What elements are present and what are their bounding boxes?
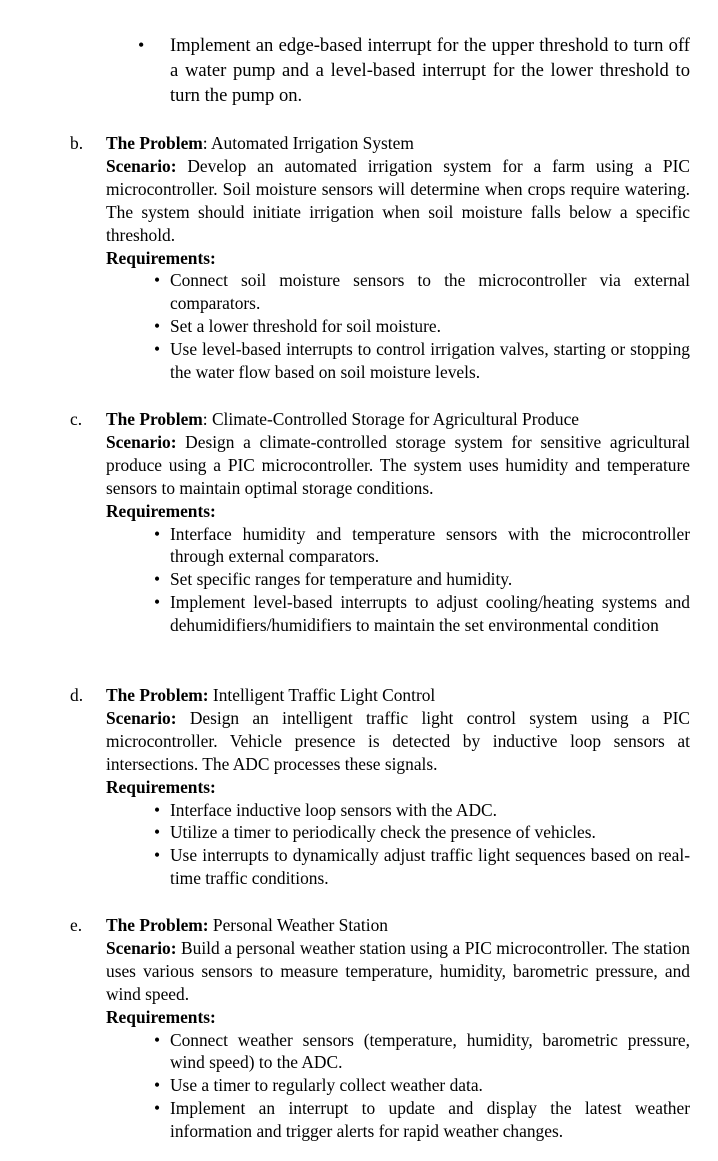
requirement-item: • Set a lower threshold for soil moisture. xyxy=(154,316,441,337)
intro-bullet-item xyxy=(138,33,690,108)
requirement-item: • Interface inductive loop sensors with the ADC. xyxy=(154,799,497,820)
intro-bullet-text: Implement an edge-based interrupt for the upper threshold to turn off a water pump and a level-based interrupt for the lower threshold to turn the pump on. xyxy=(170,35,690,106)
scenario-text: Develop an automated irrigation system for a farm using a PIC microcontroller. Soil moisture sensors will determine when crops require watering. The system should initiate irrigation when soil moisture falls below a specific threshold. xyxy=(106,155,690,245)
problem-label: The Problem: xyxy=(106,685,209,705)
scenario-label: Scenario: xyxy=(106,937,177,958)
requirement-item: • Interface humidity and temperature sensors with the microcontroller through external comparators. xyxy=(154,523,690,567)
problem-e xyxy=(70,914,690,1143)
requirement-item: • Utilize a timer to periodically check the presence of vehicles. xyxy=(154,822,596,843)
requirement-item: • Connect weather sensors (temperature, humidity, barometric pressure, wind speed) to the ADC. xyxy=(154,1029,690,1073)
bullet-icon: • xyxy=(154,799,161,820)
problem-label: The Problem: xyxy=(106,915,209,935)
problem-letter: d. xyxy=(70,685,84,705)
bullet-icon: • xyxy=(154,316,161,337)
problem-title: Intelligent Traffic Light Control xyxy=(208,685,436,705)
bullet-icon: • xyxy=(154,1029,161,1050)
bullet-icon: • xyxy=(138,35,145,55)
scenario-label: Scenario: xyxy=(106,155,177,176)
requirement-item: • Use interrupts to dynamically adjust traffic light sequences based on real-time traffic conditions. xyxy=(154,845,690,889)
requirements-label: Requirements: xyxy=(106,500,216,521)
requirement-item: • Use a timer to regularly collect weather data. xyxy=(154,1075,483,1096)
problem-title: Personal Weather Station xyxy=(208,915,388,935)
problem-label: The Problem xyxy=(106,133,203,153)
requirements-list xyxy=(154,799,690,891)
problem-title: : Climate-Controlled Storage for Agricultural Produce xyxy=(202,409,580,429)
scenario-paragraph xyxy=(106,707,690,776)
scenario-label: Scenario: xyxy=(106,707,177,728)
bullet-icon: • xyxy=(154,569,161,590)
bullet-icon: • xyxy=(154,1075,161,1096)
requirements-list xyxy=(154,523,690,638)
bullet-icon: • xyxy=(154,592,161,613)
problem-heading xyxy=(106,684,690,707)
requirements-list xyxy=(154,1029,690,1144)
problem-title: : Automated Irrigation System xyxy=(202,133,414,153)
scenario-paragraph xyxy=(106,937,690,1006)
scenario-text: Build a personal weather station using a PIC microcontroller. The station uses various sensors to measure temperature, humidity, barometric pressure, and wind speed. xyxy=(106,937,690,1004)
scenario-paragraph xyxy=(106,155,690,247)
requirement-item: • Set specific ranges for temperature and humidity. xyxy=(154,569,513,590)
bullet-icon: • xyxy=(154,270,161,291)
problem-letter: c. xyxy=(70,409,83,429)
problem-heading xyxy=(106,914,690,937)
problem-heading xyxy=(106,408,690,431)
scenario-text: Design an intelligent traffic light control system using a PIC microcontroller. Vehicle presence is detected by inductive loop sensors at intersections. The ADC processes these signals. xyxy=(106,707,690,774)
problem-letter: e. xyxy=(70,915,83,935)
bullet-icon: • xyxy=(154,845,161,866)
requirement-item: • Implement level-based interrupts to adjust cooling/heating systems and dehumidifiers/humidifiers to maintain the set environmental condition xyxy=(154,592,690,636)
bullet-icon: • xyxy=(154,1098,161,1119)
scenario-label: Scenario: xyxy=(106,431,177,452)
problem-b xyxy=(70,132,690,384)
bullet-icon: • xyxy=(154,523,161,544)
requirement-item: • Connect soil moisture sensors to the microcontroller via external comparators. xyxy=(154,270,690,314)
requirements-list xyxy=(154,269,690,384)
scenario-paragraph xyxy=(106,431,690,500)
bullet-icon: • xyxy=(154,339,161,360)
requirements-label: Requirements: xyxy=(106,247,216,268)
problem-heading xyxy=(106,132,690,155)
problem-c xyxy=(70,408,690,637)
problem-label: The Problem xyxy=(106,409,203,429)
requirements-label: Requirements: xyxy=(106,1006,216,1027)
requirement-item: • Implement an interrupt to update and display the latest weather information and trigger alerts for rapid weather changes. xyxy=(154,1098,690,1142)
requirements-label: Requirements: xyxy=(106,776,216,797)
problem-d xyxy=(70,684,690,890)
scenario-text: Design a climate-controlled storage system for sensitive agricultural produce using a PIC microcontroller. The system uses humidity and temperature sensors to maintain optimal storage conditions. xyxy=(106,431,690,498)
bullet-icon: • xyxy=(154,822,161,843)
problem-letter: b. xyxy=(70,133,84,153)
requirement-item: • Use level-based interrupts to control irrigation valves, starting or stopping the water flow based on soil moisture levels. xyxy=(154,339,690,383)
